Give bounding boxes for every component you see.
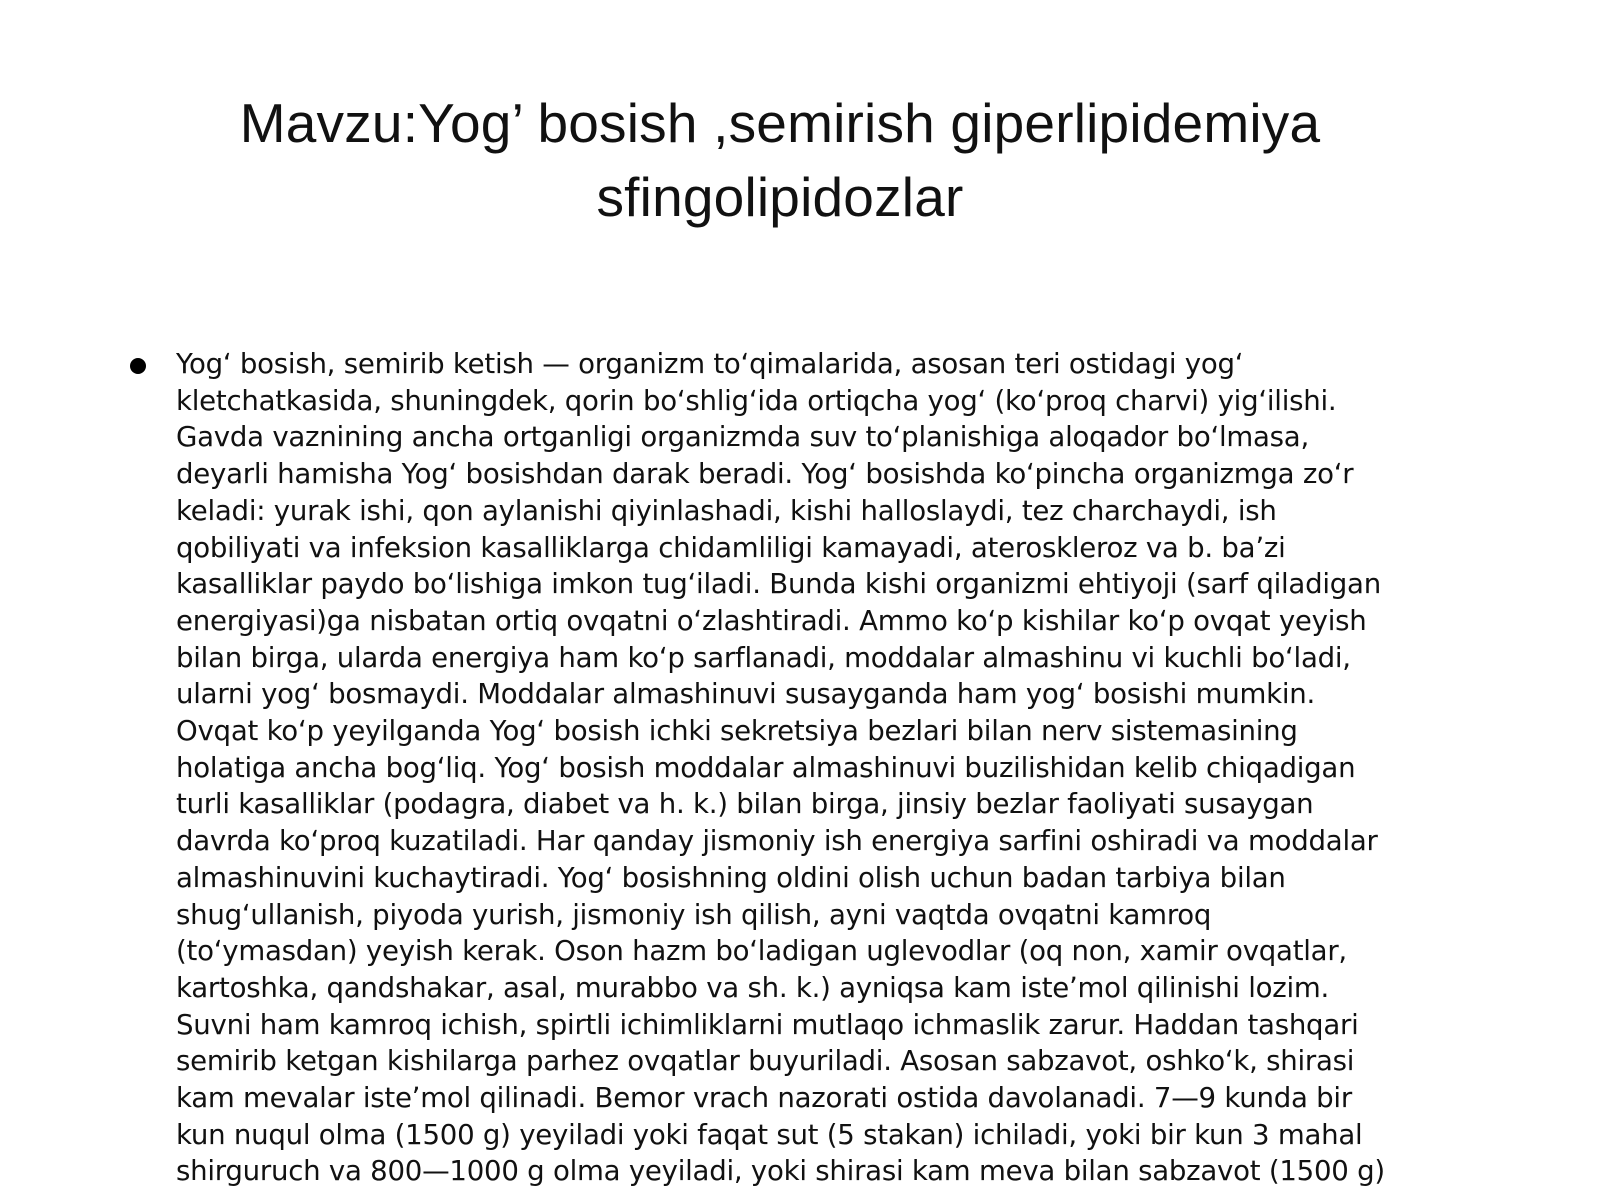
- slide-content: [130, 346, 1470, 1190]
- bullet-dot-icon: [130, 358, 146, 374]
- slide-title-line-1: Mavzu:Yog’ bosish ,semirish giperlipidemiya: [239, 92, 1321, 154]
- bullet-item: [130, 346, 1470, 1190]
- slide-title: [160, 86, 1400, 234]
- slide-title-line-2: sfingolipidozlar: [596, 166, 964, 228]
- bullet-text: Yogʻ bosish, semirib ketish — organizm toʻqimalarida, asosan teri ostidagi yogʻ kletchatkasida, shuningdek, qorin boʻshligʻida ortiqcha yogʻ (koʻproq charvi) yigʻilishi. Gavda vaznining ancha ortganligi organizmda suv toʻplanishiga aloqador boʻlmasa, deyarli hamisha Yogʻ bosishdan darak beradi. Yogʻ bosishda koʻpincha organizmga zoʻr keladi: yurak ishi, qon aylanishi qiyinlashadi, kishi halloslaydi, tez charchaydi, ish qobiliyati va infeksion kasalliklarga chidamliligi kamayadi, ateroskleroz va b. baʼzi kasalliklar paydo boʻlishiga imkon tugʻiladi. Bunda kishi organizmi ehtiyoji (sarf qiladigan energiyasi)ga nisbatan ortiq ovqatni oʻzlashtiradi. Ammo koʻp kishilar koʻp ovqat yeyish bilan birga, ularda energiya ham koʻp sarflanadi, moddalar almashinu vi kuchli boʻladi, ularni yogʻ bosmaydi. Moddalar almashinuvi susayganda ham yogʻ bosishi mumkin. Ovqat koʻp yeyilganda Yogʻ bosish ichki sekretsiya bezlari bilan nerv sistemasining holatiga ancha bogʻliq. Yogʻ bosish moddalar almashinuvi buzilishidan kelib chiqadigan turli kasalliklar (podagra, diabet va h. k.) bilan birga, jinsiy bezlar faoliyati susaygan davrda koʻproq kuzatiladi. Har qanday jismoniy ish energiya sarfini oshiradi va moddalar almashinuvini kuchaytiradi. Yogʻ bosishning oldini olish uchun badan tarbiya bilan shugʻullanish, piyoda yurish, jismoniy ish qilish, ayni vaqtda ovqatni kamroq (toʻymasdan) yeyish kerak. Oson hazm boʻladigan uglevodlar (oq non, xamir ovqatlar, kartoshka, qandshakar, asal, murabbo va sh. k.) ayniqsa kam isteʼmol qilinishi lozim. Suvni ham kamroq ichish, spirtli ichimliklarni mutlaqo ichmaslik zarur. Haddan tashqari semirib ketgan kishilarga parhez ovqatlar buyuriladi. Asosan sabzavot, oshkoʻk, shirasi kam mevalar isteʼmol qilinadi. Bemor vrach nazorati ostida davolanadi. 7—9 kunda bir kun nuqul olma (1500 g) yeyiladi yoki faqat sut (5 stakan) ichiladi, yoki bir kun 3 mahal shirguruch va 800—1000 g olma yeyiladi, yoki shirasi kam meva bilan sabzavot (1500 g): [176, 347, 1385, 1188]
